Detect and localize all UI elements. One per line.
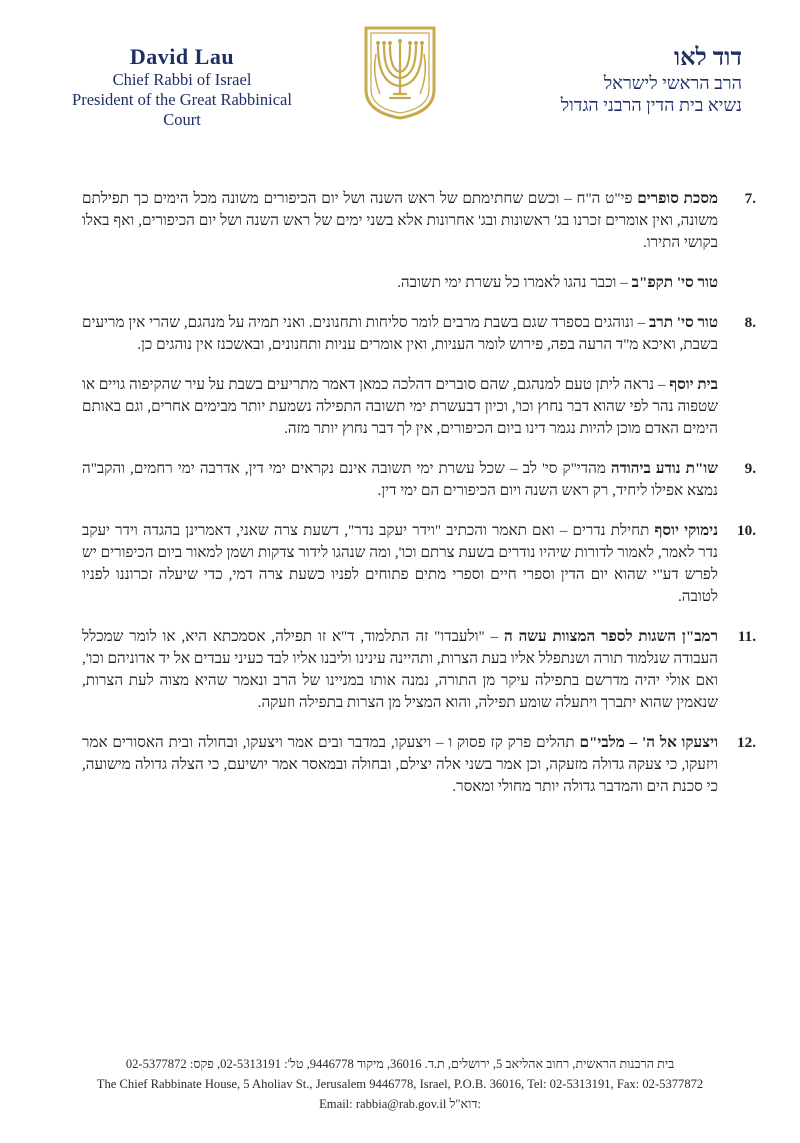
- hebrew-title: הרב הראשי לישראל: [603, 73, 742, 93]
- paragraph-text: – וכבר נהגו לאמרו כל עשרת ימי תשובה.: [397, 274, 632, 291]
- source-title: נימוקי יוסף: [654, 522, 719, 539]
- letterhead-footer: [0, 1054, 800, 1114]
- paragraph-7-tur: [82, 272, 718, 294]
- paragraph-text: – ונוהגים בספרד שגם בשבת מרבים לומר סליחות ותחנונים. ואני תמיה על מנהגם, שהרי אין מריעים בשבת, ואיכא מ"ד הרעה בפה, פירוש לומר העניות, ואין אומרים עניות ותחנונים, ובאשכנז אין נוהגים כן.: [82, 314, 718, 353]
- hebrew-name: דוד לאו: [673, 45, 742, 71]
- paragraph-text: תהלים פרק קז פסוק ו – ויצעקו, במדבר ובים אמר ויצעקו, ובחולה ובית האסורים אמר ויזעקו, כי צעקה גדולה מזעקה, וכן אמר בשני אלה יצילם, ובחולה ובמאסר אמר יושיעם, כי הצלה גדולה מישועה, כי סכנת הים והמדבר גדולה יותר מחולי ומאסר.: [82, 734, 718, 795]
- paragraph-10: [82, 520, 756, 608]
- paragraph-12: [82, 732, 756, 798]
- source-title: רמב"ן השגות לספר המצוות עשה ה: [503, 628, 718, 645]
- document-body: [82, 188, 756, 816]
- source-title: בית יוסף: [669, 376, 718, 393]
- hebrew-subtitle: נשיא בית הדין הרבני הגדול: [560, 95, 742, 115]
- english-title: Chief Rabbi of Israel: [112, 70, 252, 89]
- paragraph-11: [82, 626, 756, 714]
- paragraph-number: 7.: [744, 190, 756, 207]
- source-title: טור סי' תקפ"ב: [631, 274, 718, 291]
- source-title: טור סי' תרב: [648, 314, 718, 331]
- source-title: ויצעקו אל ה' – מלבי"ם: [579, 734, 718, 751]
- paragraph-text: – נראה ליתן טעם למנהגם, שהם סוברים דהלכה כמאן דאמר מתריעים בשבת על עיר שהקיפוה גויים או שטפוה נהר לפי שהוא דבר נחוץ וכו', וכיון דבעשרת ימי תשובה התפילה נשמעת יותר מבימים אחרים, וגם באותם הימים האדם מוכן להיות נגמר דינו ביום הכיפורים, אין לך דבר נחוץ יותר מזה.: [82, 376, 718, 437]
- paragraph-number: 11.: [737, 628, 756, 645]
- paragraph-text: תחילת נדרים – ואם תאמר והכתיב "וידר יעקב נדר", דשעת צרה שאני, דאמרינן בהגדה וידר יעקב נדר לאמר, לאמור לדורות שיהיו נודרים בשעת צרתם וכו', ומה שנהגו לידור צדקות ושמן למאור ביום הכיפורים יש לפרש דע"י שהוא יום הדין וספרי חיים וספרי מתים פתוחים לפניו כשעת צרה דמי, כדי שיעלה זכרוננו לפניו לטובה.: [82, 522, 718, 605]
- english-name: David Lau: [129, 44, 235, 69]
- paragraph-8-beit-yosef: [82, 374, 718, 440]
- paragraph-number: 8.: [744, 314, 756, 331]
- paragraph-text: מהדי"ק סי' לב – שכל עשרת ימי תשובה אינם נקראים ימי דין, אדרבה ימי רחמים, והקב"ה נמצא אפילו ליחיד, רק ראש השנה ויום הכיפורים הם ימי דין.: [82, 460, 718, 499]
- footer-email-address[interactable]: Email: rabbia@rab.gov.il: [319, 1097, 447, 1111]
- paragraph-number: 12.: [737, 734, 756, 751]
- english-subtitle: President of the Great Rabbinical Court: [72, 90, 292, 129]
- paragraph-9: [82, 458, 756, 502]
- footer-email: [0, 1094, 800, 1114]
- paragraph-text: – "ולעבדו" זה התלמוד, ד"א זו תפילה, אסמכתא היא, או לומר שמכלל העבודה שנלמוד תורה ושנתפלל אליו בעת הצרות, ותהיינה עינינו וליבנו אליו לבד כעיני עבדים אל יד אדוניהם וכו', ואם אולי יהיה מדרשם בתפילה עיקר מן התורה, נמנה אותו במניינו של הרב ונאמר שהיא מצוה לעת הצרות, שנאמין שהוא יתברך ויתעלה שומע תפילה, והוא המציל מן הצרות בתפילה וזעקה.: [82, 628, 718, 711]
- hebrew-letterhead: [462, 44, 742, 116]
- menorah-emblem-icon: [362, 24, 438, 120]
- source-title: שו"ת נודע ביהודה: [610, 460, 718, 477]
- paragraph-text: פי"ט ה"ח – וכשם שחתימתם של ראש השנה ושל יום הכיפורים משונה מכל הימים כך תפילתם משונה, ואין אומרים זכרנו בג' ראשונות ובג' אחרונות אלא בשני ימים של ראש השנה ושל יום הכיפורים, ואף באלו בקושי התירו.: [82, 190, 718, 251]
- footer-english-address: The Chief Rabbinate House, 5 Aholiav St., Jerusalem 9446778, Israel, P.O.B. 36016, Tel: 02-5313191, Fax: 02-5377872: [96, 1077, 704, 1091]
- english-letterhead: [52, 44, 312, 130]
- paragraph-8: [82, 312, 756, 356]
- footer-hebrew-address: בית הרבנות הראשית, רחוב אהליאב 5, ירושלים, ת.ד. 36016, מיקוד 9446778, טל': 02-5313191, פקס: 02-5377872: [125, 1057, 675, 1071]
- paragraph-number: 9.: [744, 460, 756, 477]
- paragraph-number: 10.: [737, 522, 756, 539]
- footer-email-label-he: דוא"ל:: [449, 1097, 481, 1111]
- source-title: מסכת סופרים: [637, 190, 718, 207]
- paragraph-7: [82, 188, 756, 254]
